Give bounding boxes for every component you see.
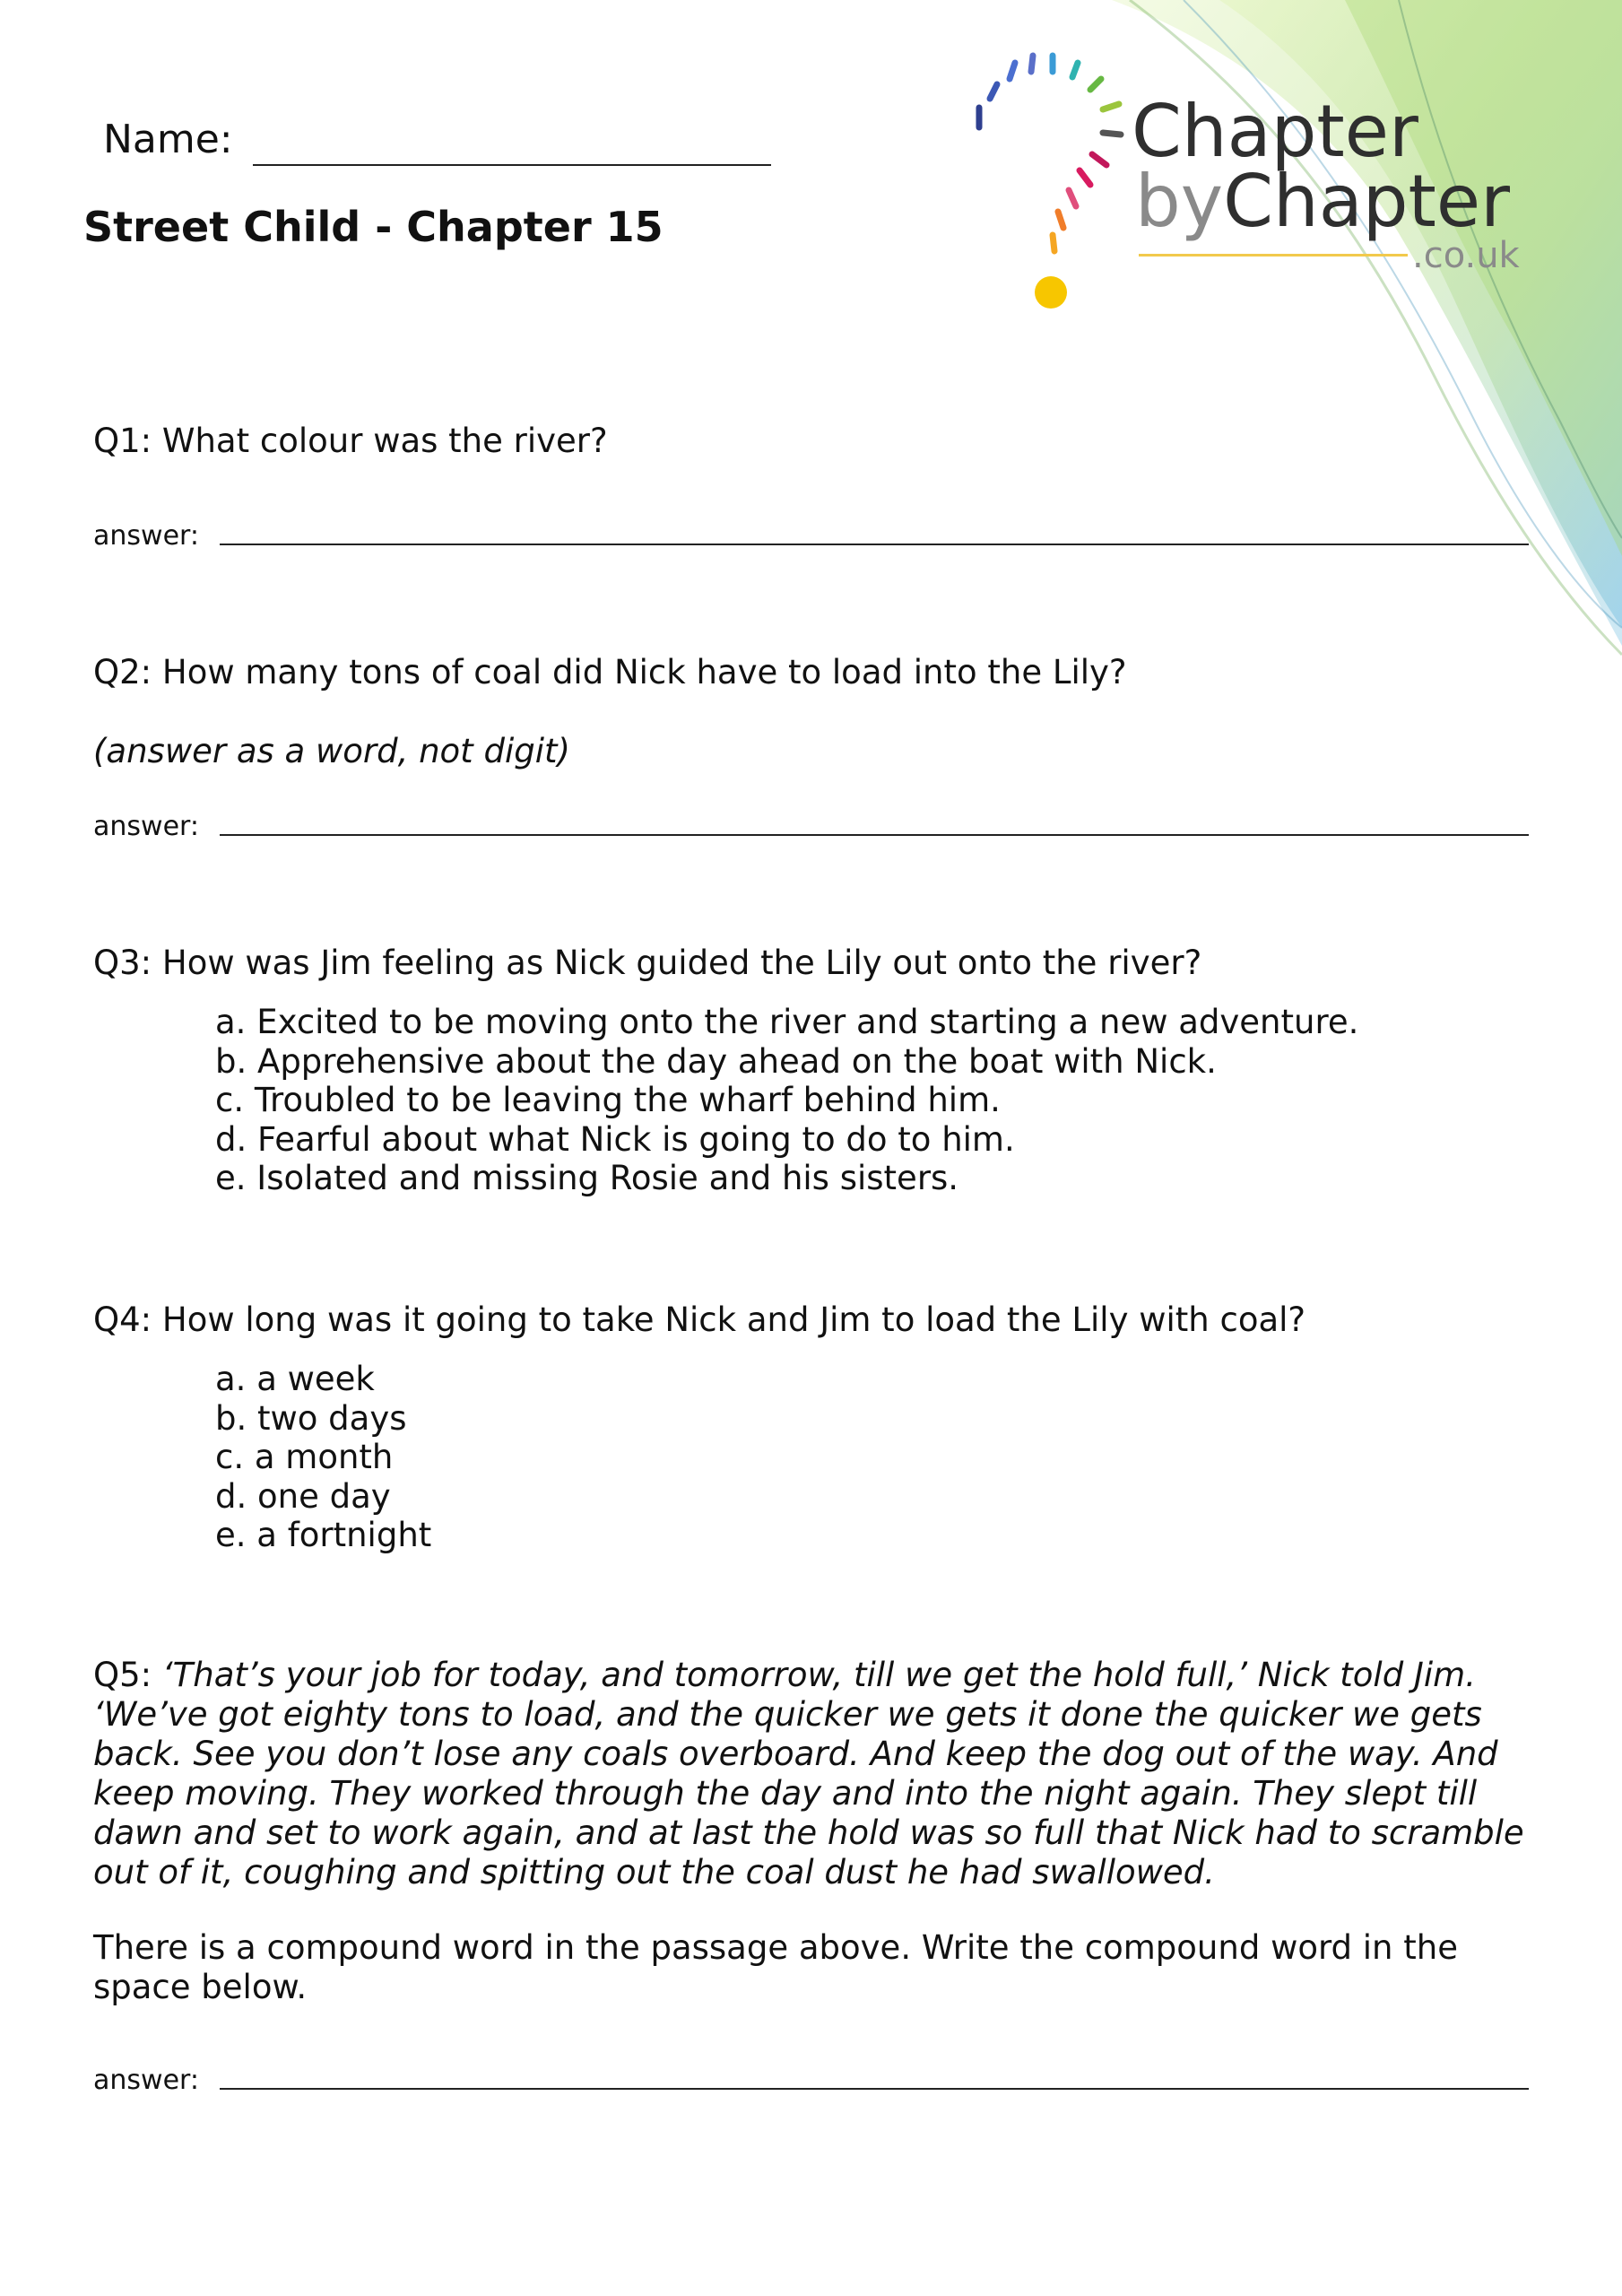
logo-text-chapter: Chapter bbox=[1132, 90, 1418, 173]
question-2-note: (answer as a word, not digit) bbox=[93, 732, 570, 770]
answer-2-line[interactable] bbox=[220, 834, 1529, 836]
option-d[interactable]: d. Fearful about what Nick is going to do to him. bbox=[215, 1119, 1015, 1159]
option-d[interactable]: d. one day bbox=[215, 1476, 391, 1516]
logo-text-bychapter bbox=[1135, 160, 1510, 243]
question-2: Q2: How many tons of coal did Nick have to load into the Lily? bbox=[93, 653, 1127, 691]
logo-text-chapter-2: Chapter bbox=[1223, 160, 1510, 243]
option-e[interactable]: e. a fortnight bbox=[215, 1516, 432, 1554]
question-4-options bbox=[215, 1360, 431, 1555]
question-5 bbox=[93, 1656, 1546, 1892]
option-b[interactable]: b. two days bbox=[215, 1398, 407, 1438]
question-mark-books-icon bbox=[959, 45, 1139, 314]
option-a[interactable]: a. a week bbox=[215, 1360, 375, 1398]
name-field-line[interactable] bbox=[253, 164, 771, 166]
question-5-passage: ‘That’s your job for today, and tomorrow, till we get the hold full,’ Nick told Jim. ‘We’ve got eighty tons to load, and the quicker we gets it done the quicker we gets back. See you don’t lose any coals overboard. And keep the dog out of the way. And keep moving. They worked through the day and into the night again. They slept till dawn and set to work again, and at last the hold was so full that Nick had to scramble out of it, coughing and spitting out the coal dust he had swallowed. bbox=[93, 1656, 1524, 1892]
answer-5-line[interactable] bbox=[220, 2088, 1529, 2090]
answer-label: answer: bbox=[93, 520, 199, 552]
question-5-prefix: Q5: bbox=[93, 1656, 162, 1694]
question-3-options bbox=[215, 1003, 1358, 1198]
worksheet-title: Street Child - Chapter 15 bbox=[83, 203, 664, 251]
option-e[interactable]: e. Isolated and missing Rosie and his sisters. bbox=[215, 1159, 959, 1197]
logo-domain: .co.uk bbox=[1412, 235, 1520, 276]
name-label: Name: bbox=[103, 117, 233, 162]
option-a[interactable]: a. Excited to be moving onto the river and starting a new adventure. bbox=[215, 1003, 1359, 1041]
answer-label: answer: bbox=[93, 2065, 199, 2096]
question-5-instruction: There is a compound word in the passage above. Write the compound word in the space below. bbox=[93, 1928, 1458, 2006]
answer-label: answer: bbox=[93, 811, 199, 842]
option-b[interactable]: b. Apprehensive about the day ahead on the boat with Nick. bbox=[215, 1041, 1217, 1081]
logo-underline bbox=[1139, 254, 1408, 257]
option-c[interactable]: c. Troubled to be leaving the wharf behind him. bbox=[215, 1081, 1001, 1119]
question-1: Q1: What colour was the river? bbox=[93, 422, 608, 460]
question-4: Q4: How long was it going to take Nick and Jim to load the Lily with coal? bbox=[93, 1300, 1306, 1339]
logo-text-by: by bbox=[1135, 160, 1224, 243]
option-c[interactable]: c. a month bbox=[215, 1438, 394, 1476]
answer-1-line[interactable] bbox=[220, 544, 1529, 545]
question-3: Q3: How was Jim feeling as Nick guided the Lily out onto the river? bbox=[93, 944, 1202, 982]
